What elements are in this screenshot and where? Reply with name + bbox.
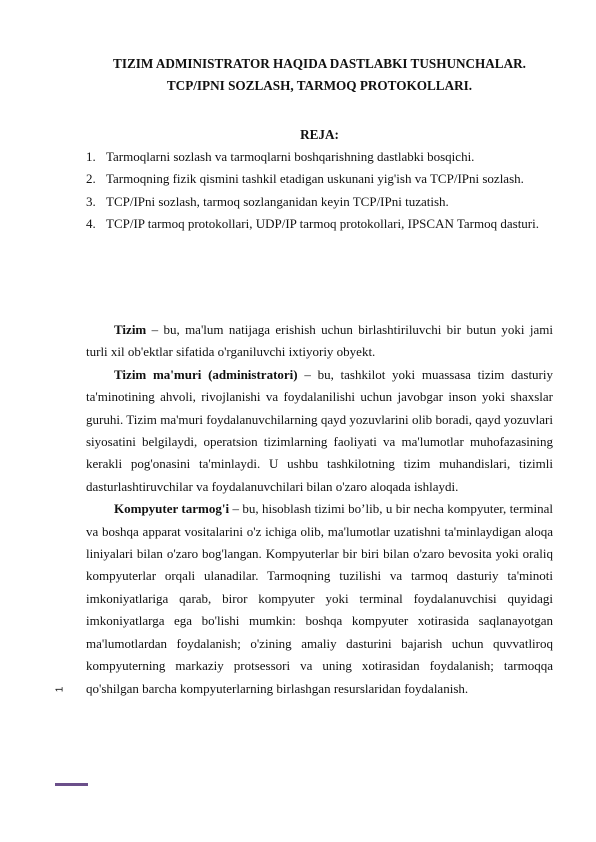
definition-tizim: – bu, ma'lum natijaga erishish uchun birlashtiriluvchi bir butun yoki jami turli xil ob'ektlar sifatida o'rganiluvchi ixtiyoriy obyekt. [86, 322, 553, 360]
plan-item [86, 146, 553, 168]
paragraph-kompyuter-tarmogi [86, 498, 553, 700]
page-number: 1 [54, 686, 66, 693]
plan-item-text: TCP/IP tarmoq protokollari, UDP/IP tarmoq protokollari, IPSCAN Tarmoq dasturi. [106, 216, 539, 232]
paragraph-tizim-mamuri [86, 364, 553, 498]
body-text [86, 319, 553, 700]
plan-item-number: 3. [86, 193, 96, 209]
plan-item [86, 191, 553, 213]
title-line-2: TCP/IPNI SOZLASH, TARMOQ PROTOKOLLARI. [166, 78, 473, 93]
title-line-1: TIZIM ADMINISTRATOR HAQIDA DASTLABKI TUSHUNCHALAR. [113, 56, 526, 71]
term-tizim-mamuri: Tizim ma'muri (administratori) [114, 366, 298, 382]
plan-item-number: 2. [86, 171, 96, 187]
term-kompyuter-tarmogi: Kompyuter tarmog'i [114, 501, 230, 517]
footer-bar [55, 783, 88, 786]
definition-kompyuter-tarmogi: – bu, hisoblash tizimi bo’lib, u bir necha kompyuter, terminal va boshqa apparat vositalarini o'z ichiga olib, ma'lumotlar uzatishni ta'minlaydigan aloqa liniyalari bilan o'zaro bog'langan. Kompyuterlar bir biri bilan o'zaro bevosita yoki oraliq kompyuterlar orqali ulanadilar. Tarmoqning tuzilishi va tarmoq dasturiy ta'minoti imkoniyatlariga qarab, biror kompyuter yoki terminal foydalanuvchisi quyidagi imkoniyatlarga ega bo'lishi mumkin: boshqa kompyuter xotirasida saqlanayotgan ma'lumotlardan foydalanish; o'zining amaliy dasturini bajarish uchun quvvatliroq kompyuterning markaziy protsessori va uning xotirasidan foydalanish; tarmoqqa qo'shilgan barcha kompyuterlarning birlashgan resurslaridan foydalanish. [86, 501, 553, 696]
plan-item-number: 1. [86, 149, 96, 164]
plan-item [86, 213, 553, 235]
plan-item-number: 4. [86, 216, 96, 232]
plan-item [86, 168, 553, 190]
plan-list [86, 146, 553, 236]
page-title [86, 53, 553, 97]
plan-heading: REJA: [300, 127, 339, 142]
definition-tizim-mamuri: – bu, tashkilot yoki muassasa tizim dasturiy ta'minotining ahvoli, rivojlanishi va foydalanilishi uchun javobgar inson yoki shaxslar guruhi. Tizim ma'muri foydalanuvchilarning qayd yozuvlarini olib boradi, qayd yozuvlari siyosatini belgilaydi, operatsion tizimlarning faoliyati va ma'lumotlar muhofazasining kerakli pog'onasini ta'minlaydi. U ushbu tashkilotning tizim muhandislari, tizimli dasturlashtiruvchilar va foydalanuvchilari bilan o'zaro aloqada ishlaydi. [86, 366, 553, 494]
plan-item-text: Tarmoqlarni sozlash va tarmoqlarni boshqarishning dastlabki bosqichi. [106, 149, 475, 164]
plan-item-text: Tarmoqning fizik qismini tashkil etadigan uskunani yig'ish va TCP/IPni sozlash. [106, 171, 524, 187]
plan-item-text: TCP/IPni sozlash, tarmoq sozlanganidan keyin TCP/IPni tuzatish. [106, 193, 449, 209]
term-tizim: Tizim [114, 322, 147, 337]
paragraph-tizim [86, 319, 553, 364]
